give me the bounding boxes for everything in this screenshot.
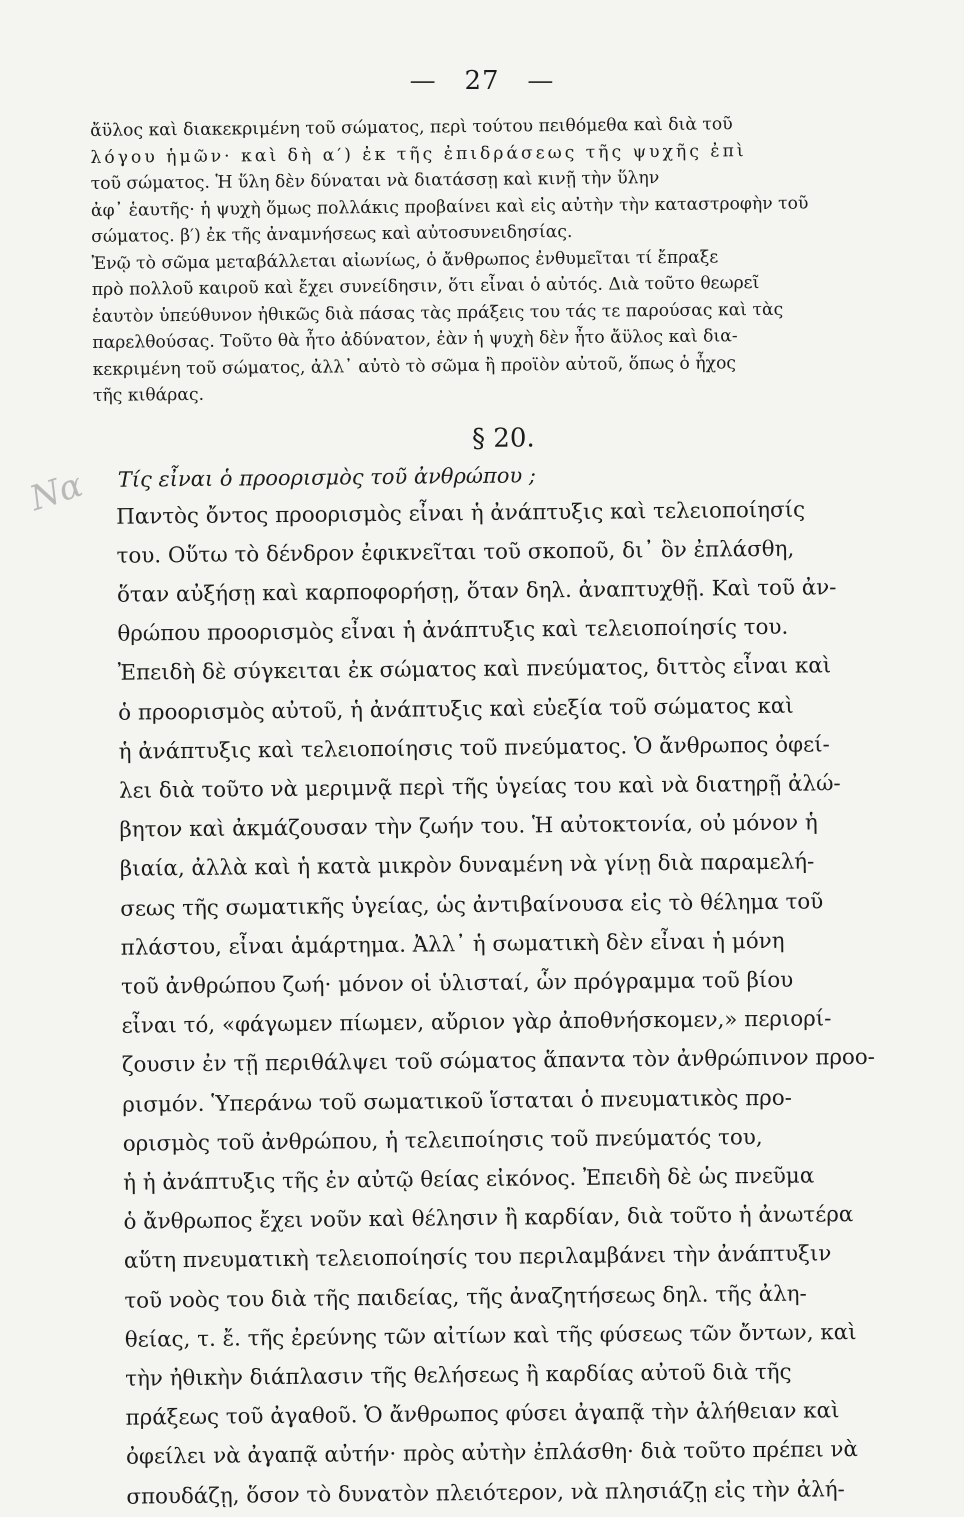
text-line: ἀφ᾽ ἑαυτῆς· ἡ ψυχὴ ὅμως πολλάκις προβαίνει καὶ εἰς αὐτὴν τὴν καταστροφὴν τοῦ [90, 192, 809, 221]
text-line: ἄϋλος καὶ διακεκριμένη τοῦ σώματος, περὶ τούτου πειθόμεθα καὶ διὰ τοῦ [90, 114, 733, 141]
margin-handwriting: Να [25, 464, 88, 520]
text-line: αὕτη πνευματικὴ τελειοποίησίς του περιλαμβάνει τὴν ἀνάπτυξιν [123, 1241, 832, 1275]
text-line: τοῦ ἀνθρώπου ζωή· μόνον οἱ ὑλισταί, ὧν πρόγραμμα τοῦ βίου [120, 967, 794, 1000]
text-line: σεως τῆς σωματικῆς ὑγείας, ὡς ἀντιβαίνουσα εἰς τὸ θέλημα τοῦ [120, 888, 824, 922]
text-line: θρώπου προορισμὸς εἶναι ἡ ἀνάπτυξις καὶ τελειοποίησίς του. [117, 614, 789, 647]
right-dash: — [527, 66, 555, 96]
text-line: Ἐνῷ τὸ σῶμα μεταβάλλεται αἰωνίως, ὁ ἄνθρωπος ἐνθυμεῖται τί ἔπραξε [91, 246, 719, 274]
text-line: ζουσιν ἐν τῇ περιθάλψει τοῦ σώματος ἅπαντα τὸν ἀνθρώπινον προο- [121, 1045, 876, 1079]
text-line: παρελθούσας. Τοῦτο θὰ ἦτο ἀδύνατον, ἐὰν ἡ ψυχὴ δὲν ἦτο ἄϋλος καὶ δια- [92, 326, 738, 353]
text-line: τὴν ἠθικὴν διάπλασιν τῆς θελήσεως ἢ καρδίας αὐτοῦ διὰ τῆς [125, 1359, 792, 1392]
page-number: 27 [464, 66, 500, 96]
text-line: ὅταν αὐξήσῃ καὶ καρποφορήσῃ, ὅταν δηλ. ἀναπτυχθῇ. Καὶ τοῦ ἀν- [116, 575, 837, 608]
text-line: τῆς κιθάρας. [92, 384, 205, 406]
left-dash: — [409, 66, 437, 96]
text-line: λει διὰ τοῦτο νὰ μεριμνᾷ περὶ τῆς ὑγείας του καὶ νὰ διατηρῇ ἀλώ- [118, 771, 841, 804]
text-line: σώματος. β′) ἐκ τῆς ἀναμνήσεως καὶ αὐτοσυνειδησίας. [91, 221, 573, 247]
text-line: ὀφείλει νὰ ἀγαπᾷ αὐτήν· πρὸς αὐτὴν ἐπλάσθη· διὰ τοῦτο πρέπει νὰ [125, 1437, 859, 1471]
text-line: πράξεως τοῦ ἀγαθοῦ. Ὁ ἄνθρωπος φύσει ἀγαπᾷ τὴν ἀλήθειαν καὶ [125, 1398, 840, 1431]
body-text [90, 110, 885, 1517]
text-line: σπουδάζῃ, ὅσον τὸ δυνατὸν πλειότερον, νὰ πλησιάζῃ εἰς τὴν ἀλή- [126, 1476, 845, 1510]
text-line: ἡ ἡ ἀνάπτυξις τῆς ἐν αὐτῷ θείας εἰκόνος. Ἐπειδὴ δὲ ὡς πνεῦμα [123, 1163, 815, 1196]
text-line: Παντὸς ὄντος προορισμὸς εἶναι ἡ ἀνάπτυξις καὶ τελειοποίησίς [116, 497, 806, 530]
section-question: Τίς εἶναι ὁ προορισμὸς τοῦ ἀνθρώπου ; [117, 462, 537, 492]
text-line: τοῦ σώματος. Ἡ ὕλη δὲν δύναται νὰ διατάσσῃ καὶ κινῇ τὴν ὕλην [90, 168, 660, 194]
text-line: κεκριμένη τοῦ σώματος, ἀλλ᾽ αὐτὸ τὸ σῶμα ἢ προϊὸν αὐτοῦ, ὅπως ὁ ἦχος [92, 352, 737, 380]
text-line: ρισμόν. Ὑπεράνω τοῦ σωματικοῦ ἵσταται ὁ πνευματικὸς προ- [122, 1085, 793, 1118]
text-line: λόγου ἡμῶν· καὶ δὴ α′) ἐκ τῆς ἐπιδράσεως τῆς ψυχῆς ἐπὶ [90, 140, 747, 168]
text-line: Ἐπειδὴ δὲ σύγκειται ἐκ σώματος καὶ πνεύματος, διττὸς εἶναι καὶ [117, 653, 832, 687]
text-line: ὁ προορισμὸς αὐτοῦ, ἡ ἀνάπτυξις καὶ εὐεξία τοῦ σώματος καὶ [118, 693, 794, 726]
section-heading: § 20. [471, 422, 535, 454]
paragraph-20 [94, 489, 885, 1516]
text-line: ορισμὸς τοῦ ἀνθρώπου, ἡ τελειποίησις τοῦ πνεύματός του, [122, 1124, 763, 1157]
paragraph-19-continued [90, 110, 873, 410]
text-line: πρὸ πολλοῦ καιροῦ καὶ ἔχει συνείδησιν, ὅτι εἶναι ὁ αὐτός. Διὰ τοῦτο θεωρεῖ [91, 273, 760, 300]
text-line: ἡ ἀνάπτυξις καὶ τελειοποίησις τοῦ πνεύματος. Ὁ ἄνθρωπος ὀφεί- [118, 732, 830, 765]
text-line: τοῦ νοὸς του διὰ τῆς παιδείας, τῆς ἀναζητήσεως δηλ. τῆς ἀλη- [124, 1281, 807, 1314]
text-line: βιαία, ἀλλὰ καὶ ἡ κατὰ μικρὸν δυναμένη νὰ γίνῃ διὰ παραμελή- [119, 849, 815, 883]
text-line: του. Οὕτω τὸ δένδρον ἐφικνεῖται τοῦ σκοποῦ, δι᾽ ὃν ἐπλάσθη, [116, 536, 795, 569]
text-line: βητον καὶ ἀκμάζουσαν τὴν ζωήν του. Ἡ αὐτοκτονία, οὐ μόνον ἡ [119, 810, 818, 843]
text-line: πλάστου, εἶναι ἁμάρτημα. Ἀλλ᾽ ἡ σωματικὴ δὲν εἶναι ἡ μόνη [120, 928, 785, 961]
text-line: εἶναι τό, «φάγωμεν πίωμεν, αὔριον γὰρ ἀποθνήσκομεν,» περιορί- [121, 1006, 832, 1039]
text-line: ὁ ἄνθρωπος ἔχει νοῦν καὶ θέλησιν ἢ καρδίαν, διὰ τοῦτο ἡ ἀνωτέρα [123, 1202, 854, 1235]
text-line: θείας, τ. ἔ. τῆς ἐρεύνης τῶν αἰτίων καὶ τῆς φύσεως τῶν ὄντων, καὶ [124, 1319, 857, 1353]
text-line: ἑαυτὸν ὑπεύθυνον ἠθικῶς διὰ πάσας τὰς πράξεις του τάς τε παρούσας καὶ τὰς [91, 299, 784, 327]
page-number-header [0, 66, 964, 96]
